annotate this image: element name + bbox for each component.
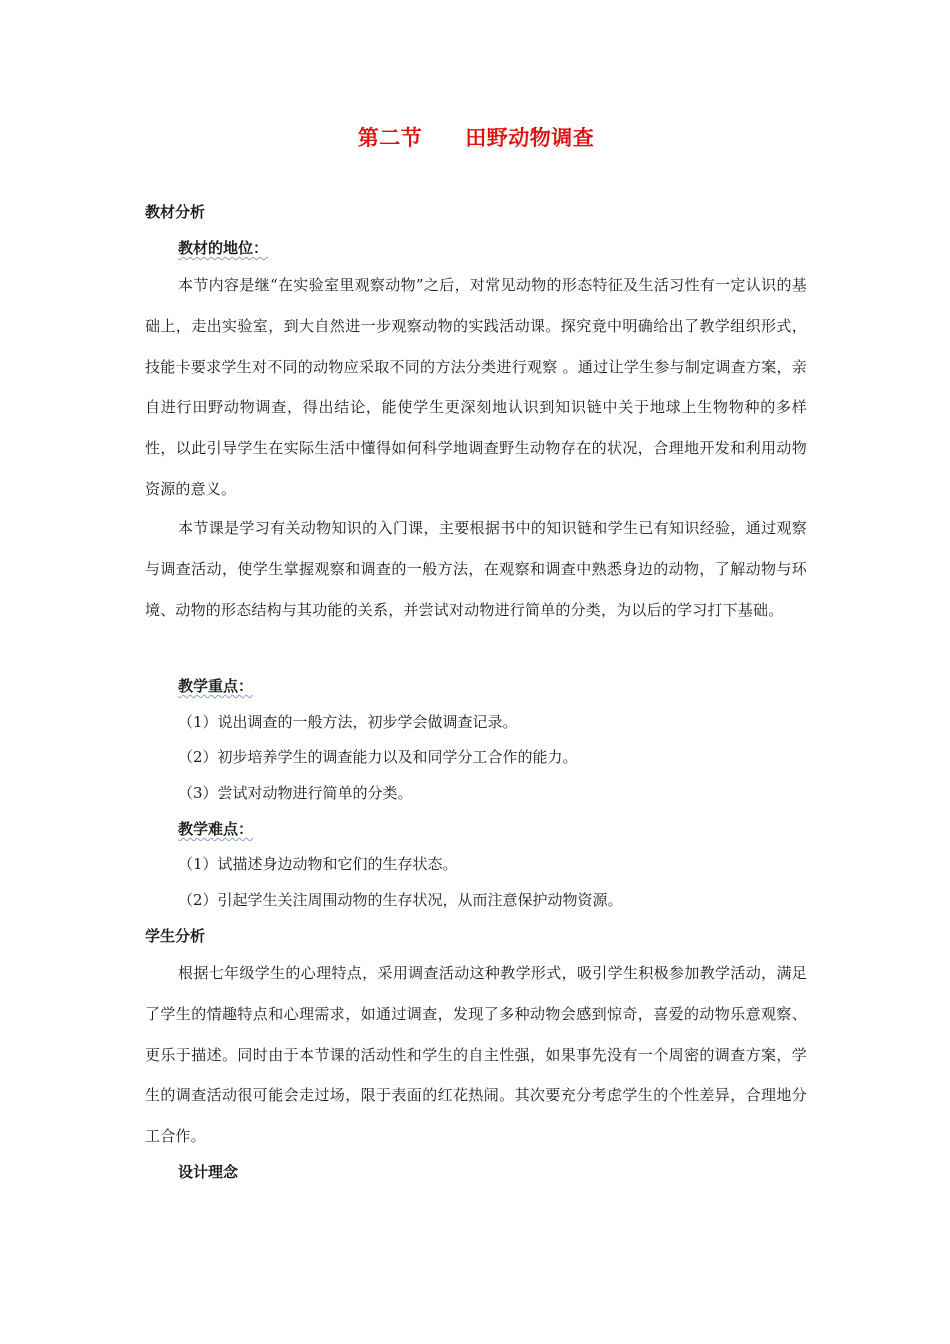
material-analysis-heading: 教材分析 bbox=[145, 203, 206, 221]
subheading-key-points bbox=[145, 675, 807, 697]
material-para-2: 本节课是学习有关动物知识的入门课，主要根据书中的知识链和学生已有知识经验，通过观察与调查活动，使学生掌握观察和调查的一般方法，在观察和调查中熟悉身边的动物，了解动物与环境、动物的形态结构与其功能的关系，并尝试对动物进行简单的分类，为以后的学习打下基础。 bbox=[145, 519, 807, 619]
subheading-position bbox=[145, 237, 807, 259]
material-paragraph-1 bbox=[145, 265, 807, 510]
section-heading-material bbox=[145, 201, 807, 223]
section-heading-students bbox=[145, 925, 807, 947]
difficult-point-list bbox=[145, 853, 807, 875]
list-item: （2）引起学生关注周围动物的生存状况，从而注意保护动物资源。 bbox=[178, 891, 623, 909]
difficult-points-heading: 教学难点： bbox=[178, 820, 254, 838]
list-item: （1）试描述身边动物和它们的生存状态。 bbox=[178, 855, 458, 873]
material-para-1: 本节内容是继“在实验室里观察动物”之后，对常见动物的形态特征及生活习性有一定认识的基础上，走出实验室，到大自然进一步观察动物的实践活动课。探究竟中明确给出了教学组织形式，技能卡要求学生对不同的动物应采取不同的方法分类进行观察 。通过让学生参与制定调查方案，亲自进行田野动物调查，得出结论，能使学生更深刻地认识到知识链中关于地球上生物物种的多样性，以此引导学生在实际生活中懂得如何科学地调查野生动物存在的状况，合理地开发和利用动物资源的意义。 bbox=[145, 276, 807, 498]
material-paragraph-2 bbox=[145, 508, 807, 630]
subheading-design bbox=[145, 1161, 807, 1183]
students-paragraph bbox=[145, 953, 807, 1157]
page-title: 第二节 田野动物调查 bbox=[357, 126, 595, 150]
subheading-difficult-points bbox=[145, 818, 807, 840]
design-concept-heading: 设计理念 bbox=[178, 1163, 239, 1181]
list-item: （2）初步培养学生的调查能力以及和同学分工合作的能力。 bbox=[178, 748, 578, 766]
position-heading: 教材的地位： bbox=[178, 239, 269, 257]
key-points-heading: 教学重点： bbox=[178, 677, 254, 695]
students-para: 根据七年级学生的心理特点，采用调查活动这种教学形式，吸引学生积极参加教学活动，满足了学生的情趣特点和心理需求，如通过调查，发现了多种动物会感到惊奇，喜爱的动物乐意观察、更乐于描述。同时由于本节课的活动性和学生的自主性强，如果事先没有一个周密的调查方案，学生的调查活动很可能会走过场，限于表面的红花热闹。其次要充分考虑学生的个性差异，合理地分工合作。 bbox=[145, 964, 807, 1146]
list-item: （3）尝试对动物进行简单的分类。 bbox=[178, 784, 413, 802]
list-item: （1）说出调查的一般方法，初步学会做调查记录。 bbox=[178, 713, 518, 731]
student-analysis-heading: 学生分析 bbox=[145, 927, 206, 945]
key-point-list bbox=[145, 711, 807, 733]
